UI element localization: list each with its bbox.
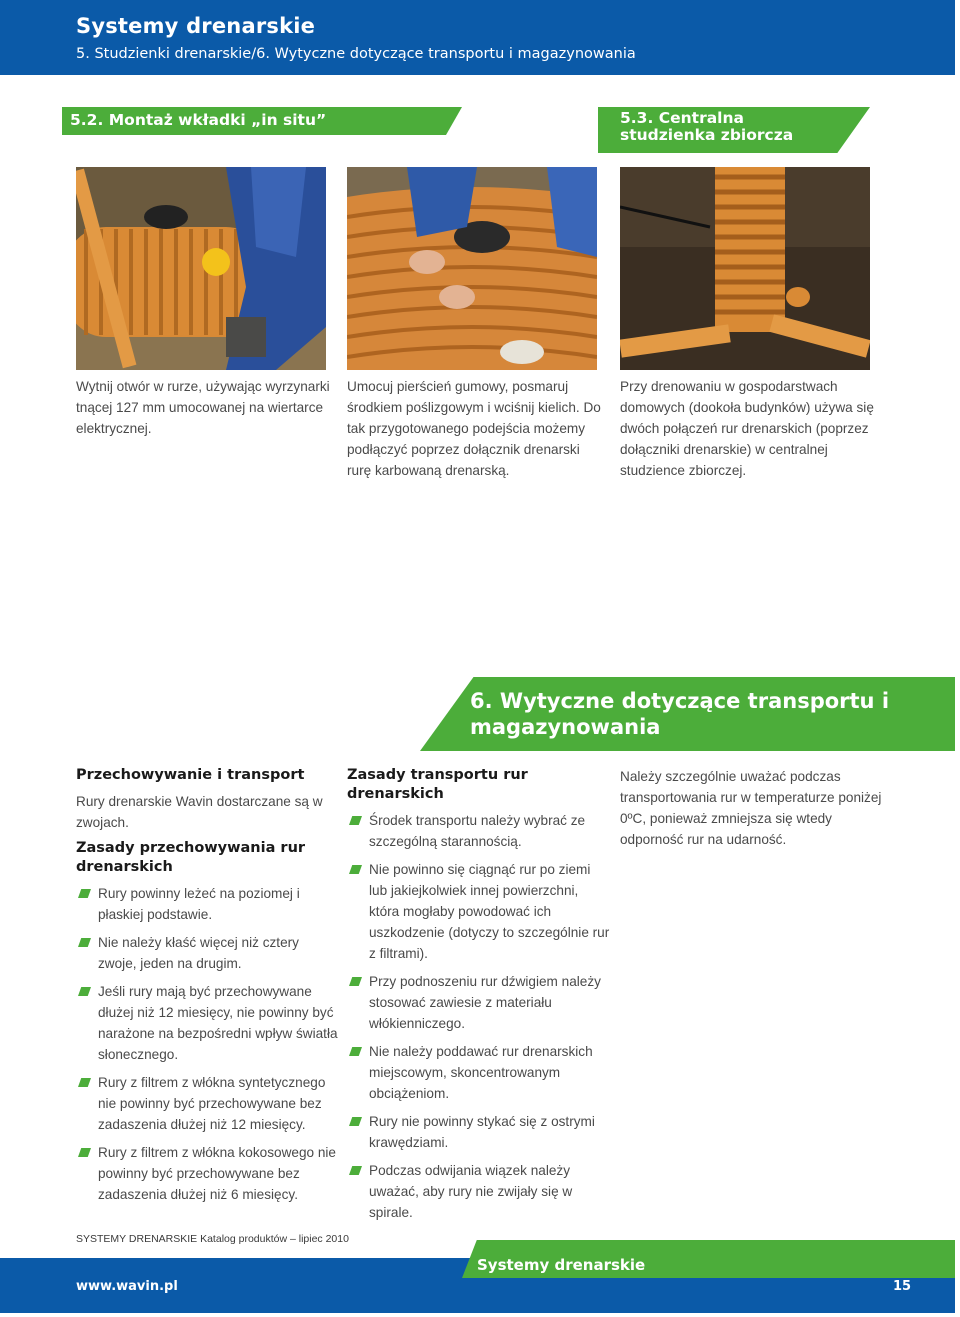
footer-title: Systemy drenarskie — [477, 1256, 646, 1274]
catalog-note: SYSTEMY DRENARSKIE Katalog produktów – lipiec 2010 — [76, 1233, 349, 1245]
transport-rules-list — [347, 810, 612, 1223]
section-6-title: 6. Wytyczne dotyczące transportu i magazynowania — [470, 689, 890, 739]
list-item: Nie należy kłaść więcej niż cztery zwoje, jeden na drugim. — [76, 932, 341, 974]
bullet-icon — [78, 987, 91, 996]
list-item: Przy podnoszeniu rur dźwigiem należy stosować zawiesie z materiału włókienniczego. — [347, 971, 612, 1034]
transport-heading: Zasady transportu rur drenarskich — [347, 767, 528, 802]
bullet-icon — [78, 1078, 91, 1087]
list-item: Rury powinny leżeć na poziomej i płaskiej podstawie. — [76, 883, 341, 925]
list-item: Jeśli rury mają być przechowywane dłużej niż 12 miesięcy, nie powinny być narażone na bezpośredni wpływ światła słonecznego. — [76, 981, 341, 1065]
website-link[interactable]: www.wavin.pl — [76, 1279, 178, 1294]
list-item: Środek transportu należy wybrać ze szczególną starannością. — [347, 810, 612, 852]
transport-column — [347, 766, 612, 1230]
bullet-icon — [349, 1166, 362, 1175]
section-53-title: 5.3. Centralna studzienka zbiorcza — [620, 109, 794, 144]
storage-intro: Rury drenarskie Wavin dostarczane są w zwojach. — [76, 794, 323, 830]
storage-rules-list — [76, 883, 341, 1205]
page-subtitle: 5. Studzienki drenarskie/6. Wytyczne dotyczące transportu i magazynowania — [76, 46, 636, 62]
page-number: 15 — [893, 1279, 912, 1294]
caption-drilling: Wytnij otwór w rurze, używając wyrzynarki tnącej 127 mm umocowanej na wiertarce elektrycznej. — [76, 379, 330, 436]
list-item: Rury z filtrem z włókna syntetycznego nie powinny być przechowywane bez zadaszenia dłużej niż 12 miesięcy. — [76, 1072, 341, 1135]
storage-rules-heading: Zasady przechowywania rur drenarskich — [76, 840, 306, 875]
pipe-drilling-photo — [76, 167, 326, 370]
bullet-icon — [349, 865, 362, 874]
list-item: Nie powinno się ciągnąć rur po ziemi lub jakiejkolwiek innej powierzchni, która mogłaby powodować ich uszkodzenie (dotyczy to szczególnie rur z filtrami). — [347, 859, 612, 964]
storage-column — [76, 766, 341, 1212]
list-item: Rury z filtrem z włókna kokosowego nie powinny być przechowywane bez zadaszenia dłużej niż 6 miesięcy. — [76, 1142, 341, 1205]
list-item: Rury nie powinny stykać się z ostrymi krawędziami. — [347, 1111, 612, 1153]
caption-ring-mounting: Umocuj pierścień gumowy, posmaruj środkiem poślizgowym i wciśnij kielich. Do tak przygotowanego podejścia możemy podłączyć poprzez dołącznik drenarski rurę karbowaną drenarską. — [347, 379, 601, 478]
list-item: Nie należy poddawać rur drenarskich miejscowym, skoncentrowanym obciążeniom. — [347, 1041, 612, 1104]
bullet-icon — [349, 816, 362, 825]
temperature-note-column — [620, 766, 885, 856]
storage-heading: Przechowywanie i transport — [76, 767, 305, 783]
temperature-note: Należy szczególnie uważać podczas transportowania rur w temperaturze poniżej 0ºC, ponieważ zmniejsza się wtedy odporność rur na udarność. — [620, 769, 882, 847]
list-item: Podczas odwijania wiązek należy uważać, aby rury nie zwijały się w spirale. — [347, 1160, 612, 1223]
bullet-icon — [78, 889, 91, 898]
central-collecting-well-photo — [620, 167, 870, 370]
section-52-title: 5.2. Montaż wkładki „in situ” — [70, 111, 327, 129]
caption-central-well: Przy drenowaniu w gospodarstwach domowych (dookoła budynków) używa się dwóch połączeń rur drenarskich (poprzez dołączniki drenarskie) w centralnej studzience zbiorczej. — [620, 379, 874, 478]
page-title: Systemy drenarskie — [76, 14, 316, 38]
bullet-icon — [349, 977, 362, 986]
bullet-icon — [349, 1047, 362, 1056]
bullet-icon — [78, 1148, 91, 1157]
bullet-icon — [78, 938, 91, 947]
bullet-icon — [349, 1117, 362, 1126]
rubber-ring-mounting-photo — [347, 167, 597, 370]
